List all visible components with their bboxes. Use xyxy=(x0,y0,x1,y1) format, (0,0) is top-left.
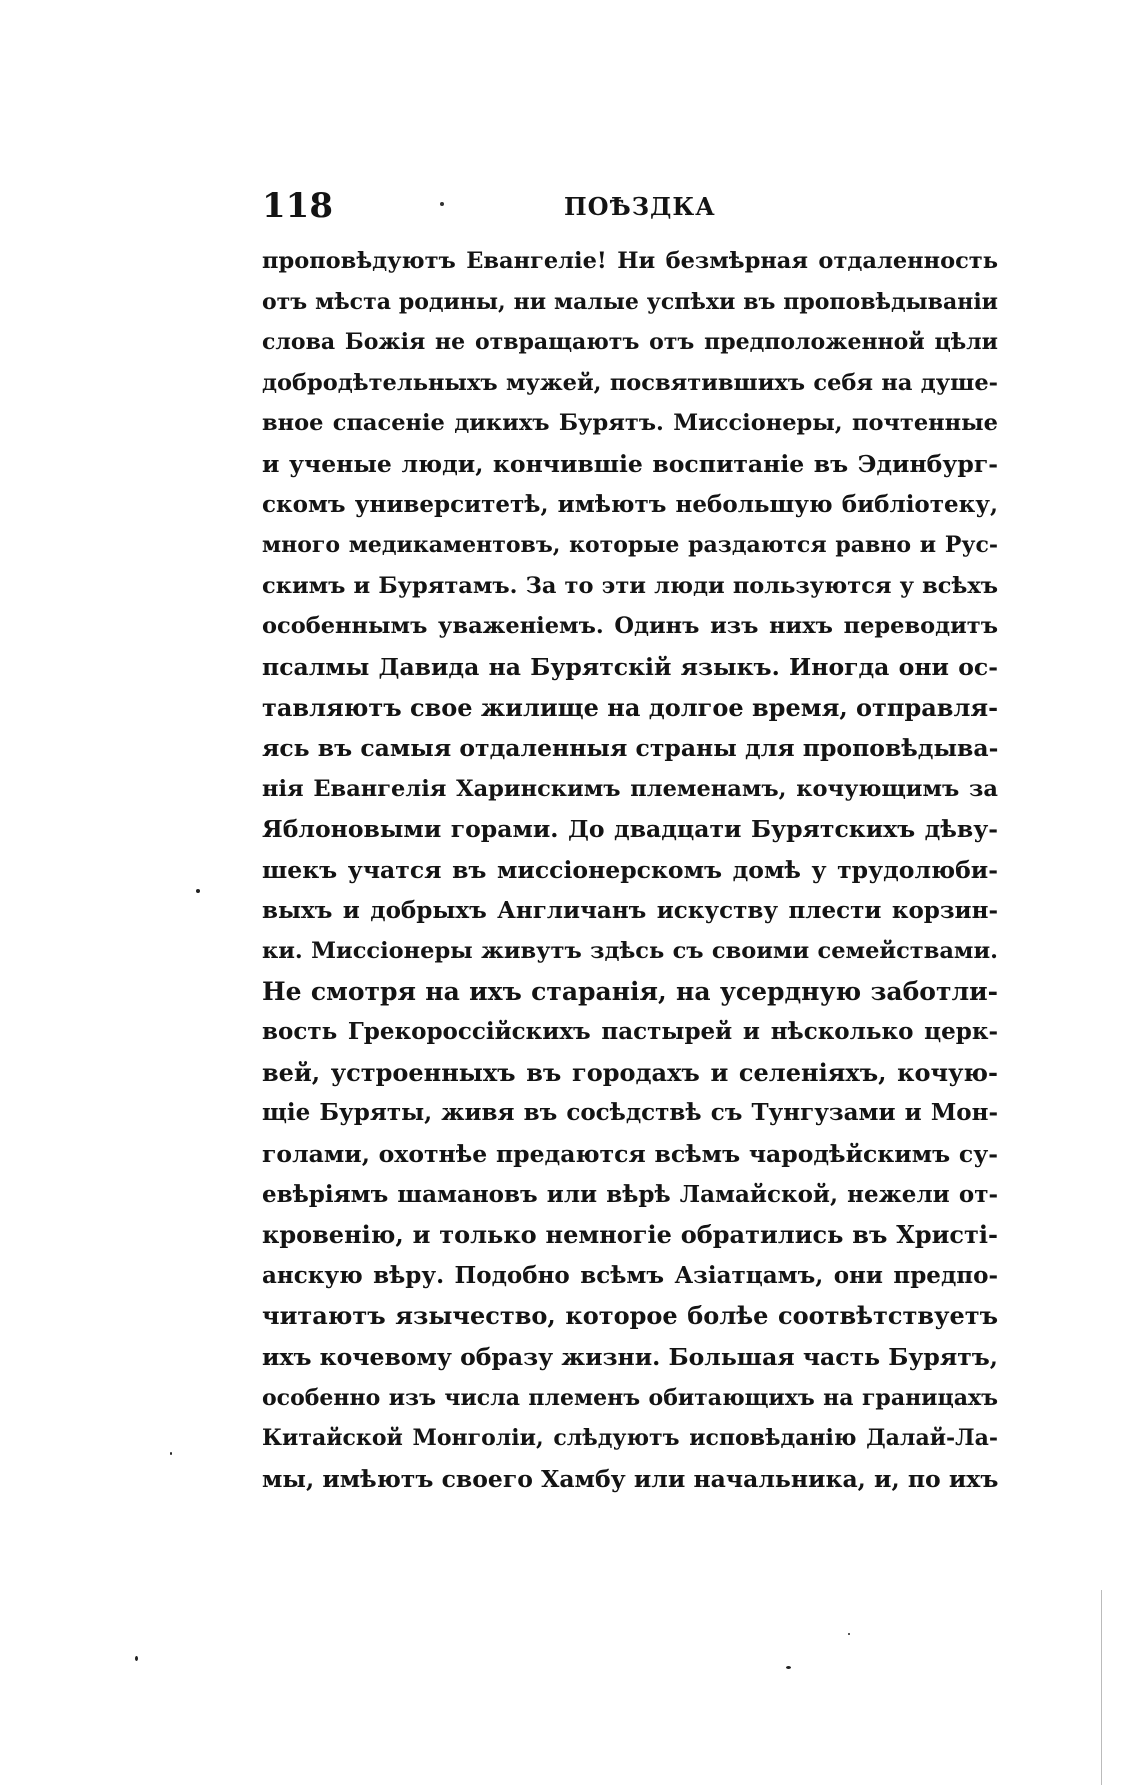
running-title: ПОѢЗДКА xyxy=(564,192,716,221)
text-line: отъ мѣста родины, ни малые успѣхи въ проповѣдываніи xyxy=(262,288,998,315)
text-line: кровенію, и только немногіе обратились въ Христі- xyxy=(262,1220,998,1250)
text-line: вное спасеніе дикихъ Бурятъ. Миссіонеры, почтенные xyxy=(262,410,998,437)
running-head xyxy=(262,186,998,226)
page-edge-line xyxy=(1101,1590,1102,1785)
text-line: голами, охотнѣе предаются всѣмъ чародѣйскимъ су- xyxy=(262,1140,998,1169)
body-text xyxy=(262,241,998,1499)
text-line: слова Божія не отвращаютъ отъ предположенной цѣли xyxy=(262,329,998,356)
text-line: скомъ университетѣ, имѣютъ небольшую библіотеку, xyxy=(262,490,998,518)
text-line: читаютъ язычество, которое болѣе соотвѣтствуетъ xyxy=(262,1301,998,1331)
text-line: щіе Буряты, живя въ сосѣдствѣ съ Тунгузами и Мон- xyxy=(262,1099,998,1127)
text-line: выхъ и добрыхъ Англичанъ искуству плести корзин- xyxy=(262,896,998,924)
text-line: много медикаментовъ, которые раздаются равно и Рус- xyxy=(262,532,998,559)
text-line: ясь въ самыя отдаленныя страны для проповѣдыва- xyxy=(262,734,998,763)
text-line: Не смотря на ихъ старанія, на усердную заботли- xyxy=(262,976,998,1006)
scan-speck xyxy=(786,1666,791,1669)
text-line: особенно изъ числа племенъ обитающихъ на границахъ xyxy=(262,1384,998,1411)
text-line: ки. Миссіонеры живутъ здѣсь съ своими семействами. xyxy=(262,938,998,965)
text-line: вей, устроенныхъ въ городахъ и селеніяхъ, кочую- xyxy=(262,1057,998,1087)
text-line: добродѣтельныхъ мужей, посвятившихъ себя на душе- xyxy=(262,369,998,396)
scan-speck xyxy=(135,1656,138,1661)
text-line: проповѣдуютъ Евангеліе! Ни безмѣрная отдаленность xyxy=(262,248,998,274)
scan-speck xyxy=(848,1633,850,1635)
scan-speck xyxy=(196,889,200,893)
text-line: особеннымъ уваженіемъ. Одинъ изъ нихъ переводитъ xyxy=(262,613,998,640)
text-line: скимъ и Бурятамъ. За то эти люди пользуются у всѣхъ xyxy=(262,572,998,599)
page-number: 118 xyxy=(262,186,333,226)
text-line: Яблоновыми горами. До двадцати Бурятскихъ дѣву- xyxy=(262,815,998,844)
scan-speck xyxy=(170,1452,172,1455)
text-line: евѣріямъ шамановъ или вѣрѣ Ламайской, нежели от- xyxy=(262,1180,998,1208)
text-line: ихъ кочевому образу жизни. Большая часть Бурятъ, xyxy=(262,1343,998,1372)
header-dot xyxy=(440,202,444,206)
text-line: мы, имѣютъ своего Хамбу или начальника, и, по ихъ xyxy=(262,1464,998,1493)
text-line: нія Евангелія Харинскимъ племенамъ, кочующимъ за xyxy=(262,775,998,802)
text-line: вость Грекороссійскихъ пастырей и нѣсколько церк- xyxy=(262,1018,998,1046)
text-line: анскую вѣру. Подобно всѣмъ Азіатцамъ, они предпо- xyxy=(262,1261,998,1289)
text-line: псалмы Давида на Бурятскій языкъ. Иногда они ос- xyxy=(262,652,998,681)
text-line: и ученые люди, кончившіе воспитаніе въ Эдинбург- xyxy=(262,449,998,478)
text-line: Китайской Монголіи, слѣдуютъ исповѣданію Далай-Ла- xyxy=(262,1425,998,1452)
text-line: тавляютъ свое жилище на долгое время, отправля- xyxy=(262,692,998,722)
text-line: шекъ учатся въ миссіонерскомъ домѣ у трудолюби- xyxy=(262,855,998,884)
